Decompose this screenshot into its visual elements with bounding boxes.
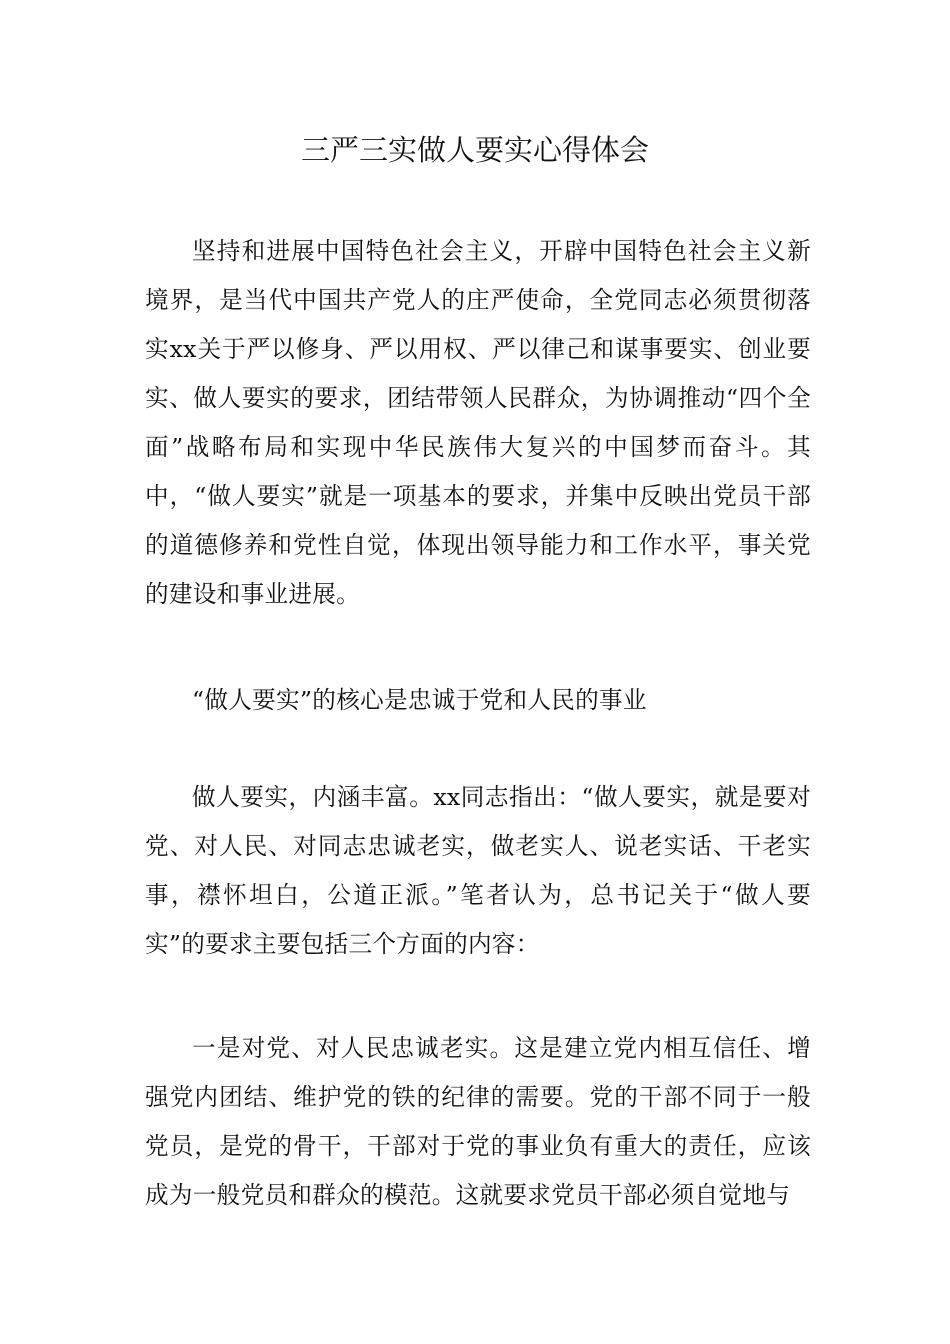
document-title: 三严三实做人要实心得体会: [300, 133, 649, 167]
paragraph-intro: 坚持和进展中国特色社会主义，开辟中国特色社会主义新境界，是当代中国共产党人的庄严使命，全党同志必须贯彻落实xx关于严以修身、严以用权、严以律己和谋事要实、创业要实、做人要实的要求，团结带领人民群众，为协调推动“四个全面”战略布局和实现中华民族伟大复兴的中国梦而奋斗。其中，“做人要实”就是一项基本的要求，并集中反映出党员干部的道德修养和党性自觉，体现出领导能力和工作水平，事关党的建设和事业进展。: [145, 237, 811, 608]
section-heading: “做人要实”的核心是忠诚于党和人民的事业: [192, 686, 647, 714]
paragraph-definition: 做人要实，内涵丰富。xx同志指出：“做人要实，就是要对党、对人民、对同志忠诚老实，做老实人、说老实话、干老实事，襟怀坦白，公道正派。”笔者认为，总书记关于“做人要实”的要求主要包括三个方面的内容：: [145, 783, 811, 958]
paragraph-point-one: 一是对党、对人民忠诚老实。这是建立党内相互信任、增强党内团结、维护党的铁的纪律的需要。党的干部不同于一般党员，是党的骨干，干部对于党的事业负有重大的责任，应该成为一般党员和群众的模范。这就要求党员干部必须自觉地与: [145, 1034, 811, 1209]
